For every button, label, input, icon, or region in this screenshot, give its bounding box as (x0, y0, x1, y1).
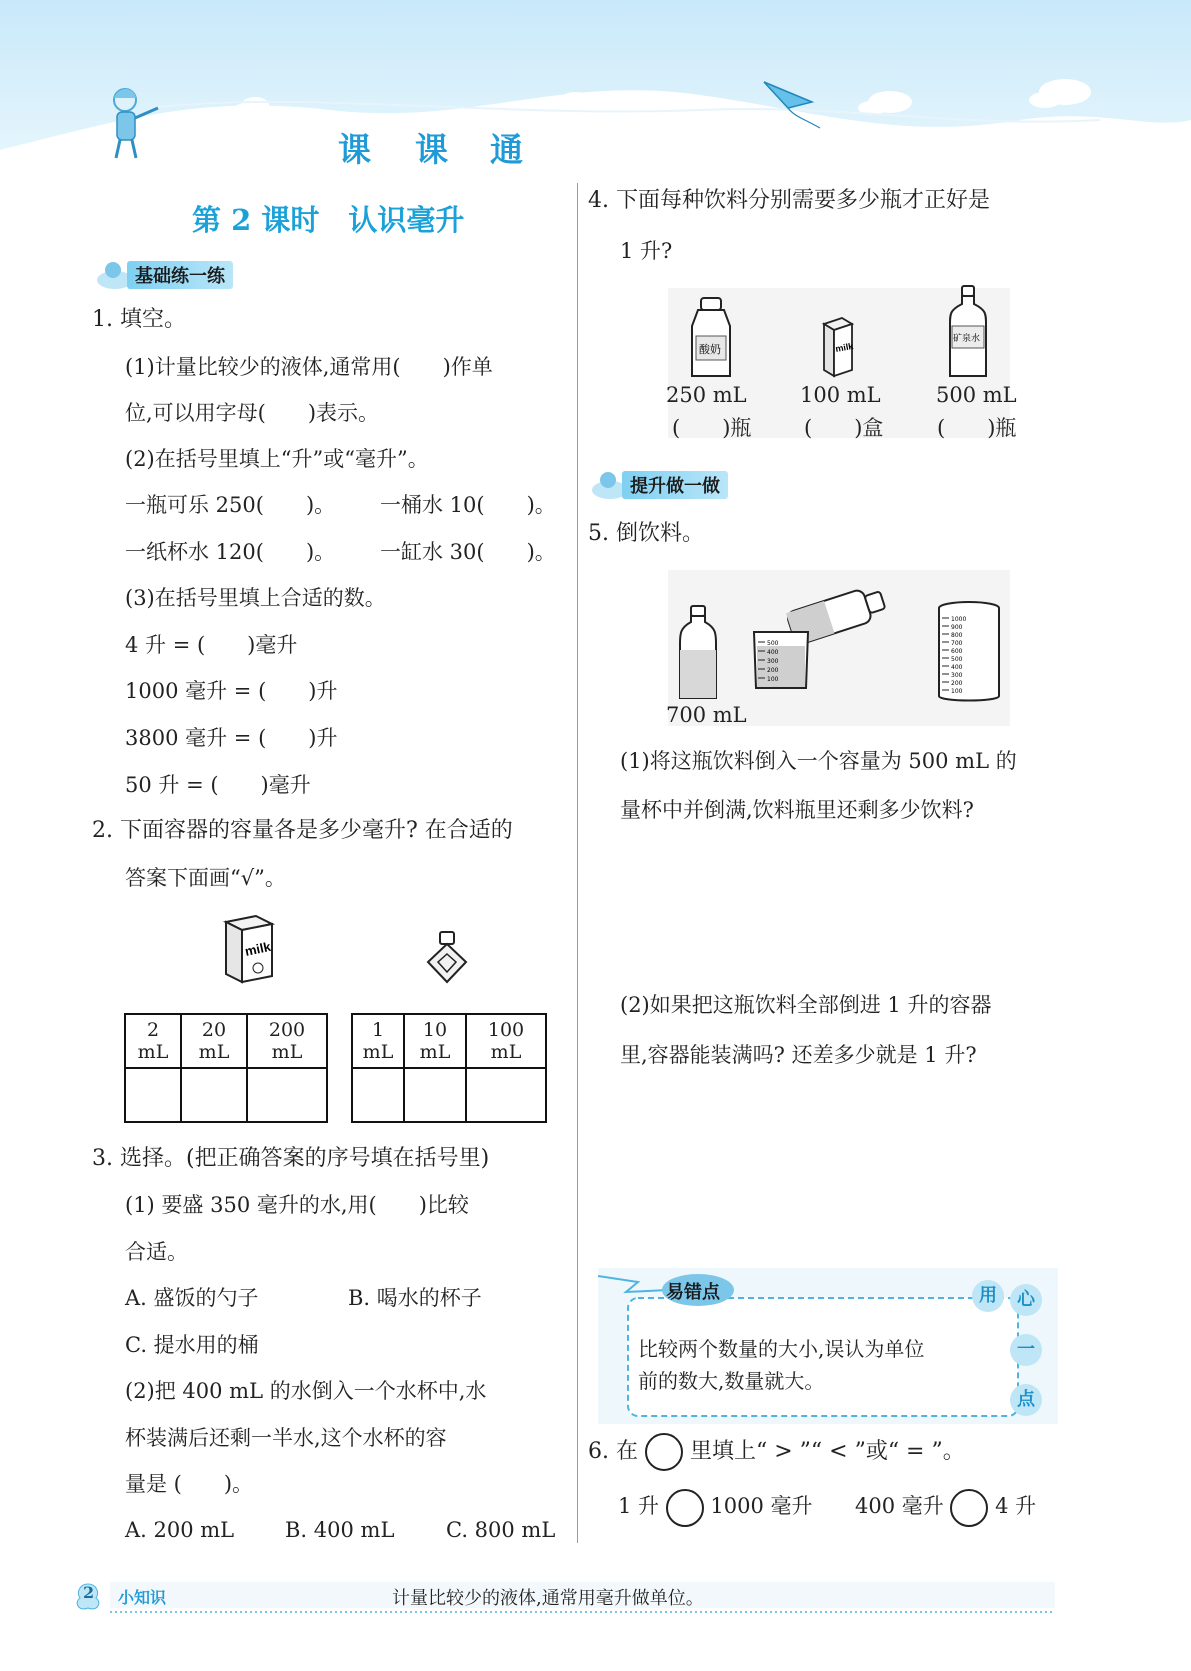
option-cell: 100 mL (466, 1014, 546, 1068)
bottle-label: 矿泉水 (953, 334, 981, 344)
pouring-bottle-and-cup (748, 570, 908, 692)
error-box-line2: 前的数大,数量就大。 (638, 1369, 825, 1393)
scale-label: 1000 (951, 616, 967, 623)
scale-label: 500 (951, 656, 963, 663)
option-cell: 2 mL (125, 1014, 181, 1068)
q6-compare-b (855, 1488, 1036, 1527)
side-char: 心 (1010, 1284, 1042, 1316)
q3-p2-option: B. 400 mL (285, 1518, 395, 1542)
compare-circle-sample (645, 1433, 683, 1471)
q1-p1-line2: 位,可以用字母( )表示。 (125, 401, 380, 425)
tip-label: 小知识 (118, 1588, 167, 1607)
compare-left: 400 毫升 (855, 1494, 944, 1518)
scale-label: 400 (951, 664, 963, 671)
milk-text: milk (243, 938, 273, 959)
q5-p1-answer-space[interactable] (620, 835, 1060, 985)
footer-bar (70, 1578, 1055, 1614)
yogurt-bottle-icon (686, 296, 736, 380)
compare-circle[interactable] (666, 1489, 704, 1527)
q3-title: 3. 选择。(把正确答案的序号填在括号里) (92, 1146, 490, 1171)
scale-label: 600 (951, 648, 963, 655)
q2-line1: 2. 下面容器的容量各是多少毫升? 在合适的 (92, 818, 513, 843)
scale-label: 200 (951, 680, 963, 687)
q2-answer-table-2 (351, 1013, 547, 1123)
section-badge-label: 基础练一练 (127, 261, 233, 289)
box-label: milk (834, 340, 855, 354)
series-title-char: 课 (415, 130, 450, 169)
compare-left: 1 升 (618, 1494, 660, 1518)
q4-answer: ( )盒 (804, 416, 884, 440)
drink-bottle-icon (676, 604, 720, 702)
q3-p1-line1: (1) 要盛 350 毫升的水,用( )比较 (125, 1193, 469, 1217)
q6-prefix: 6. 在 (588, 1439, 638, 1464)
q2-line2: 答案下面画“√”。 (125, 866, 286, 890)
scale-label: 400 (767, 649, 779, 656)
q4-volume: 250 mL (666, 383, 747, 407)
compare-right: 1000 毫升 (710, 1494, 813, 1518)
q4-line2: 1 升? (620, 239, 673, 263)
kite-icon (762, 78, 822, 133)
q1-p2-title: (2)在括号里填上“升”或“毫升”。 (125, 447, 429, 471)
q5-bottle-volume: 700 mL (666, 703, 747, 727)
q5-p2-answer-space[interactable] (620, 1080, 1060, 1250)
error-point-box (598, 1268, 1058, 1424)
answer-cell[interactable] (466, 1068, 546, 1122)
side-char: 点 (1010, 1384, 1042, 1416)
q4-line1: 4. 下面每种饮料分别需要多少瓶才正好是 (588, 188, 990, 213)
q3-p2-line3: 量是 ( )。 (125, 1472, 254, 1496)
q2-answer-table-1 (124, 1013, 328, 1123)
scale-label: 100 (767, 676, 779, 683)
q1-p3-title: (3)在括号里填上合适的数。 (125, 586, 386, 610)
q1-p3-item: 1000 毫升 = ( )升 (125, 679, 338, 703)
section-badge-basic (95, 258, 255, 288)
answer-cell[interactable] (352, 1068, 404, 1122)
q1-p2-item: 一瓶可乐 250( )。 (125, 493, 336, 517)
series-title-char: 通 (490, 130, 525, 169)
column-divider (577, 183, 578, 1543)
q5-title: 5. 倒饮料。 (588, 521, 704, 546)
compare-circle[interactable] (950, 1489, 988, 1527)
page-number: 2 (83, 1583, 95, 1602)
milk-box-icon (818, 314, 858, 380)
q3-p2-option: C. 800 mL (446, 1518, 556, 1542)
page-header (0, 0, 1191, 175)
q3-p1-option: B. 喝水的杯子 (348, 1286, 482, 1310)
measuring-cup-1000 (936, 600, 1002, 704)
answer-cell[interactable] (247, 1068, 327, 1122)
scale-label: 800 (951, 632, 963, 639)
q1-p3-item: 50 升 = ( )毫升 (125, 773, 311, 797)
error-box-line1: 比较两个数量的大小,误认为单位 (638, 1337, 925, 1361)
milk-carton-icon (218, 908, 280, 986)
q1-p2-item: 一纸杯水 120( )。 (125, 540, 336, 564)
q3-p1-line2: 合适。 (125, 1240, 188, 1264)
q4-volume: 100 mL (800, 383, 881, 407)
compare-right: 4 升 (995, 1494, 1037, 1518)
scale-label: 700 (951, 640, 963, 647)
q5-p1-line2: 量杯中并倒满,饮料瓶里还剩多少饮料? (620, 798, 974, 822)
series-title-char: 课 (338, 130, 373, 169)
q1-p1-line1: (1)计量比较少的液体,通常用( )作单 (125, 355, 493, 379)
side-char: 一 (1010, 1334, 1042, 1366)
q5-p2-line2: 里,容器能装满吗? 还差多少就是 1 升? (620, 1043, 977, 1067)
answer-cell[interactable] (404, 1068, 466, 1122)
q3-p2-line1: (2)把 400 mL 的水倒入一个水杯中,水 (125, 1379, 487, 1403)
perfume-bottle-icon (424, 928, 470, 986)
option-cell: 10 mL (404, 1014, 466, 1068)
q1-p2-item: 一桶水 10( )。 (380, 493, 556, 517)
scale-label: 500 (767, 640, 779, 647)
lesson-title: 第 2 课时 认识毫升 (192, 203, 465, 237)
scale-label: 900 (951, 624, 963, 631)
side-char: 用 (972, 1280, 1004, 1312)
q6-compare-a (618, 1488, 813, 1527)
scale-label: 200 (767, 667, 779, 674)
option-cell: 20 mL (181, 1014, 247, 1068)
q4-volume: 500 mL (936, 383, 1017, 407)
tip-text: 计量比较少的液体,通常用毫升做单位。 (392, 1588, 704, 1609)
q4-answer: ( )瓶 (672, 416, 752, 440)
q1-p2-item: 一缸水 30( )。 (380, 540, 556, 564)
section-badge-label: 提升做一做 (622, 471, 728, 499)
scale-label: 300 (767, 658, 779, 665)
scale-label: 100 (951, 688, 963, 695)
q3-p1-option: A. 盛饭的勺子 (125, 1286, 259, 1310)
q6-title (588, 1433, 965, 1471)
error-box-title: 易错点 (666, 1282, 720, 1303)
water-bottle-icon (946, 284, 990, 380)
option-cell: 200 mL (247, 1014, 327, 1068)
q5-p2-line1: (2)如果把这瓶饮料全部倒进 1 升的容器 (620, 993, 992, 1017)
sky-wave-background (0, 0, 1191, 175)
q1-title: 1. 填空。 (92, 307, 186, 332)
q1-p3-item: 3800 毫升 = ( )升 (125, 726, 338, 750)
q3-p2-option: A. 200 mL (125, 1518, 235, 1542)
q4-answer: ( )瓶 (937, 416, 1017, 440)
child-kite-icon (100, 80, 170, 170)
bottle-label: 酸奶 (699, 343, 721, 356)
scale-label: 300 (951, 672, 963, 679)
option-cell: 1 mL (352, 1014, 404, 1068)
section-badge-advanced (590, 468, 750, 498)
answer-cell[interactable] (125, 1068, 181, 1122)
q6-suffix: 里填上“ > ”“ < ”或“ = ”。 (689, 1439, 965, 1464)
q1-p3-item: 4 升 = ( )毫升 (125, 633, 298, 657)
q3-p1-option: C. 提水用的桶 (125, 1333, 259, 1357)
answer-cell[interactable] (181, 1068, 247, 1122)
q5-p1-line1: (1)将这瓶饮料倒入一个容量为 500 mL 的 (620, 749, 1017, 773)
q3-p2-line2: 杯装满后还剩一半水,这个水杯的容 (125, 1426, 447, 1450)
